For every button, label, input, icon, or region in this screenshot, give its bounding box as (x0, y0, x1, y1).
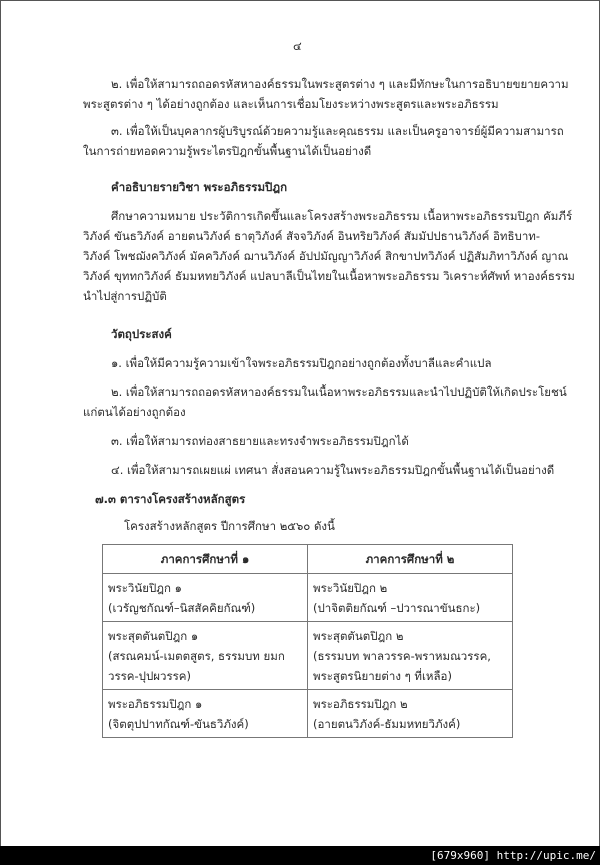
course-detail: (อายตนวิภังค์-ธัมมหทยวิภังค์) (313, 717, 461, 731)
table-cell (308, 690, 513, 738)
description-line: วิภังค์ ขุททกวิภังค์ ธัมมหทยวิภังค์ แปลบาลีเป็นไทยในเนื้อหาพระอภิธรรม วิเคราะห์ศัพท์ หาองค์ธรรม (83, 269, 575, 283)
course-detail: (สรณคมน์-เมตตสูตร, ธรรมบท ยมกวรรค-ปุปผวรรค) (108, 649, 285, 683)
table-row (103, 622, 513, 690)
course-title: พระสุตตันตปิฎก ๒ (313, 629, 404, 643)
objective-1: ๑. เพื่อให้มีความรู้ความเข้าใจพระอภิธรรมปิฎกอย่างถูกต้องทั้งบาลีและคำแปล (111, 356, 492, 370)
objective-3: ๓. เพื่อให้สามารถท่องสาธยายและทรงจำพระอภิธรรมปิฎกได้ (111, 434, 409, 448)
image-host-footer (0, 846, 600, 865)
footer-text: [679x960] http://upic.me/ (430, 849, 596, 862)
course-detail: (ปาจิตติยกัณฑ์ –ปวารณาขันธกะ) (313, 601, 481, 615)
course-detail: (จิตตุปปาทกัณฑ์-ขันธวิภังค์) (108, 717, 249, 731)
course-detail: (เวรัญชกัณฑ์–นิสสัคคิยกัณฑ์) (108, 601, 256, 615)
table-cell (103, 622, 308, 690)
table-header-row (103, 545, 513, 574)
table-cell (103, 690, 308, 738)
objective-2-line-2: แก่ตนได้อย่างถูกต้อง (83, 405, 186, 419)
page-number: ๔ (293, 39, 302, 53)
course-title: พระวินัยปิฎก ๒ (313, 581, 388, 595)
table-cell (103, 574, 308, 622)
structure-intro: โครงสร้างหลักสูตร ปีการศึกษา ๒๕๖๐ ดังนี้ (124, 519, 335, 533)
table-row (103, 690, 513, 738)
description-line: วิภังค์ ขันธวิภังค์ อายตนวิภังค์ ธาตุวิภังค์ สัจจวิภังค์ อินทริยวิภังค์ สัมมัปปธานวิภังค์ อิทธิบาท- (83, 229, 541, 243)
table-row (103, 574, 513, 622)
course-title: พระอภิธรรมปิฎก ๒ (313, 697, 408, 711)
description-line: นำไปสู่การปฏิบัติ (83, 289, 167, 303)
objective-2-line-1: ๒. เพื่อให้สามารถถอดรหัสหาองค์ธรรมในเนื้อหาพระอภิธรรมและนำไปปฏิบัติให้เกิดประโยชน์ (111, 385, 567, 399)
goal-2-line-1: ๒. เพื่อให้สามารถถอดรหัสหาองค์ธรรมในพระสูตรต่าง ๆ และมีทักษะในการอธิบายขยายความ (111, 77, 569, 91)
semester-1-header: ภาคการศึกษาที่ ๑ (103, 545, 308, 574)
course-title: พระสุตตันตปิฎก ๑ (108, 629, 199, 643)
course-title: พระวินัยปิฎก ๑ (108, 581, 182, 595)
semester-2-header: ภาคการศึกษาที่ ๒ (308, 545, 513, 574)
table-cell (308, 574, 513, 622)
goal-2-line-2: พระสูตรต่าง ๆ ได้อย่างถูกต้อง และเห็นการเชื่อมโยงระหว่างพระสูตรและพระอภิธรรม (83, 97, 499, 111)
goal-3-line-1: ๓. เพื่อให้เป็นบุคลากรผู้บริบูรณ์ด้วยความรู้และคุณธรรม และเป็นครูอาจารย์ผู้มีความสามารถ (111, 124, 564, 138)
curriculum-table (102, 544, 513, 738)
table-cell (308, 622, 513, 690)
goal-3-line-2: ในการถ่ายทอดความรู้พระไตรปิฎกขั้นพื้นฐานได้เป็นอย่างดี (83, 144, 372, 158)
description-line: วิภังค์ โพชฌังควิภังค์ มัคควิภังค์ ฌานวิภังค์ อัปปมัญญาวิภังค์ สิกขาปทวิภังค์ ปฏิสัมภิทาวิภังค์ ญาณ (83, 249, 569, 263)
description-heading: คำอธิบายรายวิชา พระอภิธรรมปิฎก (111, 180, 288, 194)
course-detail: (ธรรมบท พาลวรรค-พราหมณวรรค, พระสูตรนิยายต่าง ๆ ที่เหลือ) (313, 649, 491, 683)
structure-heading: ๗.๓ ตารางโครงสร้างหลักสูตร (95, 492, 246, 506)
objectives-heading: วัตถุประสงค์ (111, 327, 172, 341)
description-line: ศึกษาความหมาย ประวัติการเกิดขึ้นและโครงสร้างพระอภิธรรม เนื้อหาพระอภิธรรมปิฎก คัมภีร์ (111, 209, 573, 223)
course-title: พระอภิธรรมปิฎก ๑ (108, 697, 203, 711)
objective-4: ๔. เพื่อให้สามารถเผยแผ่ เทศนา สั่งสอนความรู้ในพระอภิธรรมปิฎกขั้นพื้นฐานได้เป็นอย่างดี (111, 463, 555, 477)
